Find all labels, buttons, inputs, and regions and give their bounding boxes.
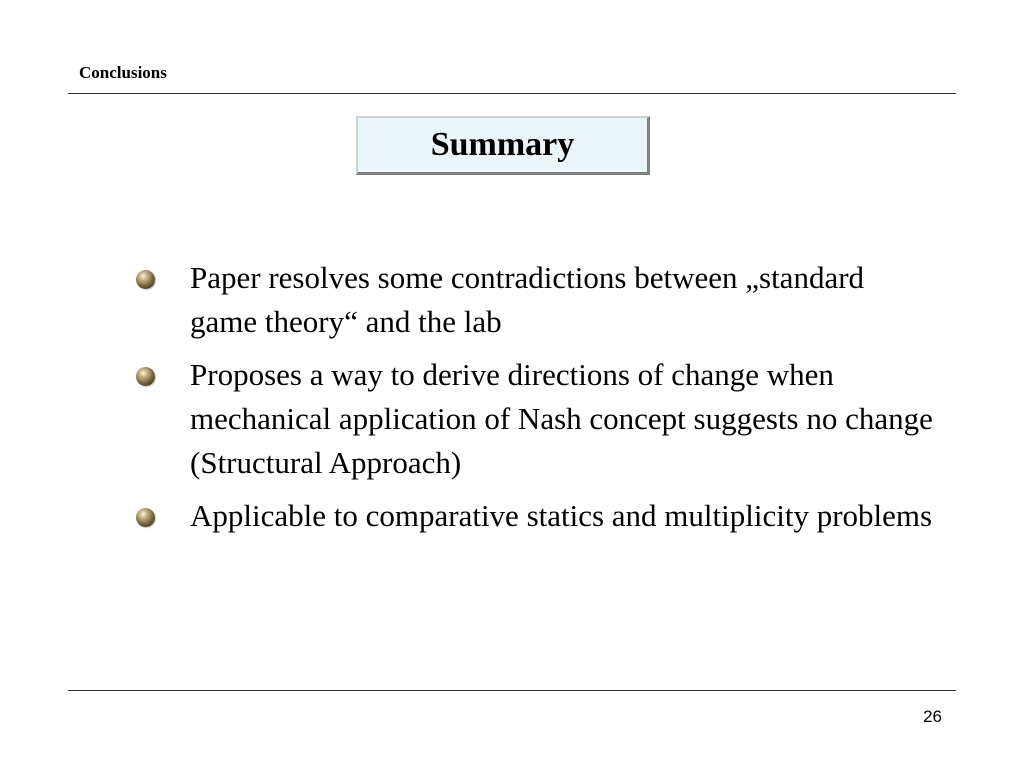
header-divider bbox=[68, 93, 956, 94]
bullet-item bbox=[136, 256, 936, 344]
footer-divider bbox=[68, 690, 956, 691]
bullet-list bbox=[136, 256, 936, 547]
bullet-icon bbox=[136, 270, 155, 289]
bullet-text: Paper resolves some contradictions between „standard game theory“ and the lab bbox=[190, 260, 865, 339]
bullet-text: Proposes a way to derive directions of change when mechanical application of Nash concept suggests no change (Structural Approach) bbox=[190, 357, 933, 480]
section-title: Conclusions bbox=[79, 63, 167, 82]
bullet-icon bbox=[136, 367, 155, 386]
bullet-text: Applicable to comparative statics and multiplicity problems bbox=[190, 498, 933, 533]
bullet-item bbox=[136, 494, 936, 538]
bullet-item bbox=[136, 353, 936, 485]
slide-title: Summary bbox=[430, 126, 575, 163]
summary-title-box bbox=[356, 116, 650, 175]
bullet-icon bbox=[136, 508, 155, 527]
page-number: 26 bbox=[923, 707, 942, 726]
